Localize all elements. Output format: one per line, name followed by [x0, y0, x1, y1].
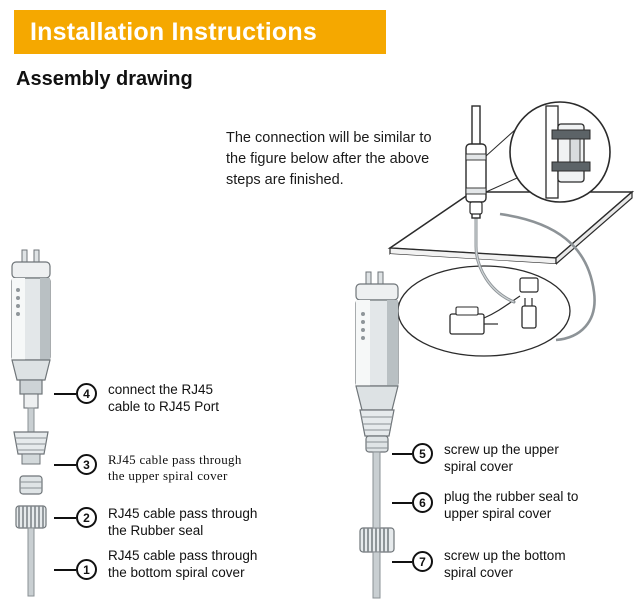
assembled-device-right: [340, 270, 420, 600]
step-label-3-line2: the upper spiral cover: [108, 468, 228, 483]
leader-line-step-2: [54, 517, 76, 519]
section-title: Assembly drawing: [16, 68, 193, 90]
step-label-3-line1: RJ45 cable pass through: [108, 452, 242, 467]
leader-line-step-1: [54, 569, 76, 571]
banner-title: Installation Instructions: [30, 17, 317, 46]
zoom-detail-circle: [492, 100, 632, 210]
exploded-device-left: [0, 248, 70, 598]
step-label-6-line1: plug the rubber seal to: [444, 489, 579, 504]
page-banner: [14, 10, 386, 54]
step-badge-4: 4: [76, 383, 97, 404]
step-label-1: [108, 547, 313, 581]
step-label-1-line1: RJ45 cable pass through: [108, 548, 258, 563]
step-label-6-line2: upper spiral cover: [444, 506, 552, 521]
step-label-3: [108, 452, 318, 484]
step-label-5: [444, 441, 634, 475]
step-label-5-line1: screw up the upper: [444, 442, 559, 457]
leader-line-step-4: [54, 393, 76, 395]
step-label-7-line2: spiral cover: [444, 565, 514, 580]
callout-text: The connection will be similar to the figure below after the above steps are finished.: [226, 130, 432, 188]
step-label-7-line1: screw up the bottom: [444, 548, 566, 563]
step-badge-7: 7: [412, 551, 433, 572]
step-label-2-line2: the Rubber seal: [108, 523, 204, 538]
leader-line-step-5: [392, 453, 412, 455]
step-label-2-line1: RJ45 cable pass through: [108, 506, 258, 521]
step-label-4-line1: connect the RJ45: [108, 382, 214, 397]
step-badge-3: 3: [76, 454, 97, 475]
leader-line-step-7: [392, 561, 412, 563]
step-label-1-line2: the bottom spiral cover: [108, 565, 245, 580]
step-badge-5: 5: [412, 443, 433, 464]
step-label-2: [108, 505, 313, 539]
step-badge-1: 1: [76, 559, 97, 580]
step-label-5-line2: spiral cover: [444, 459, 514, 474]
step-badge-2: 2: [76, 507, 97, 528]
leader-line-step-6: [392, 502, 412, 504]
step-label-6: [444, 488, 639, 522]
step-label-7: [444, 547, 634, 581]
step-label-4-line2: cable to RJ45 Port: [108, 399, 220, 414]
step-badge-6: 6: [412, 492, 433, 513]
step-label-4: [108, 381, 308, 415]
leader-line-step-3: [54, 464, 76, 466]
